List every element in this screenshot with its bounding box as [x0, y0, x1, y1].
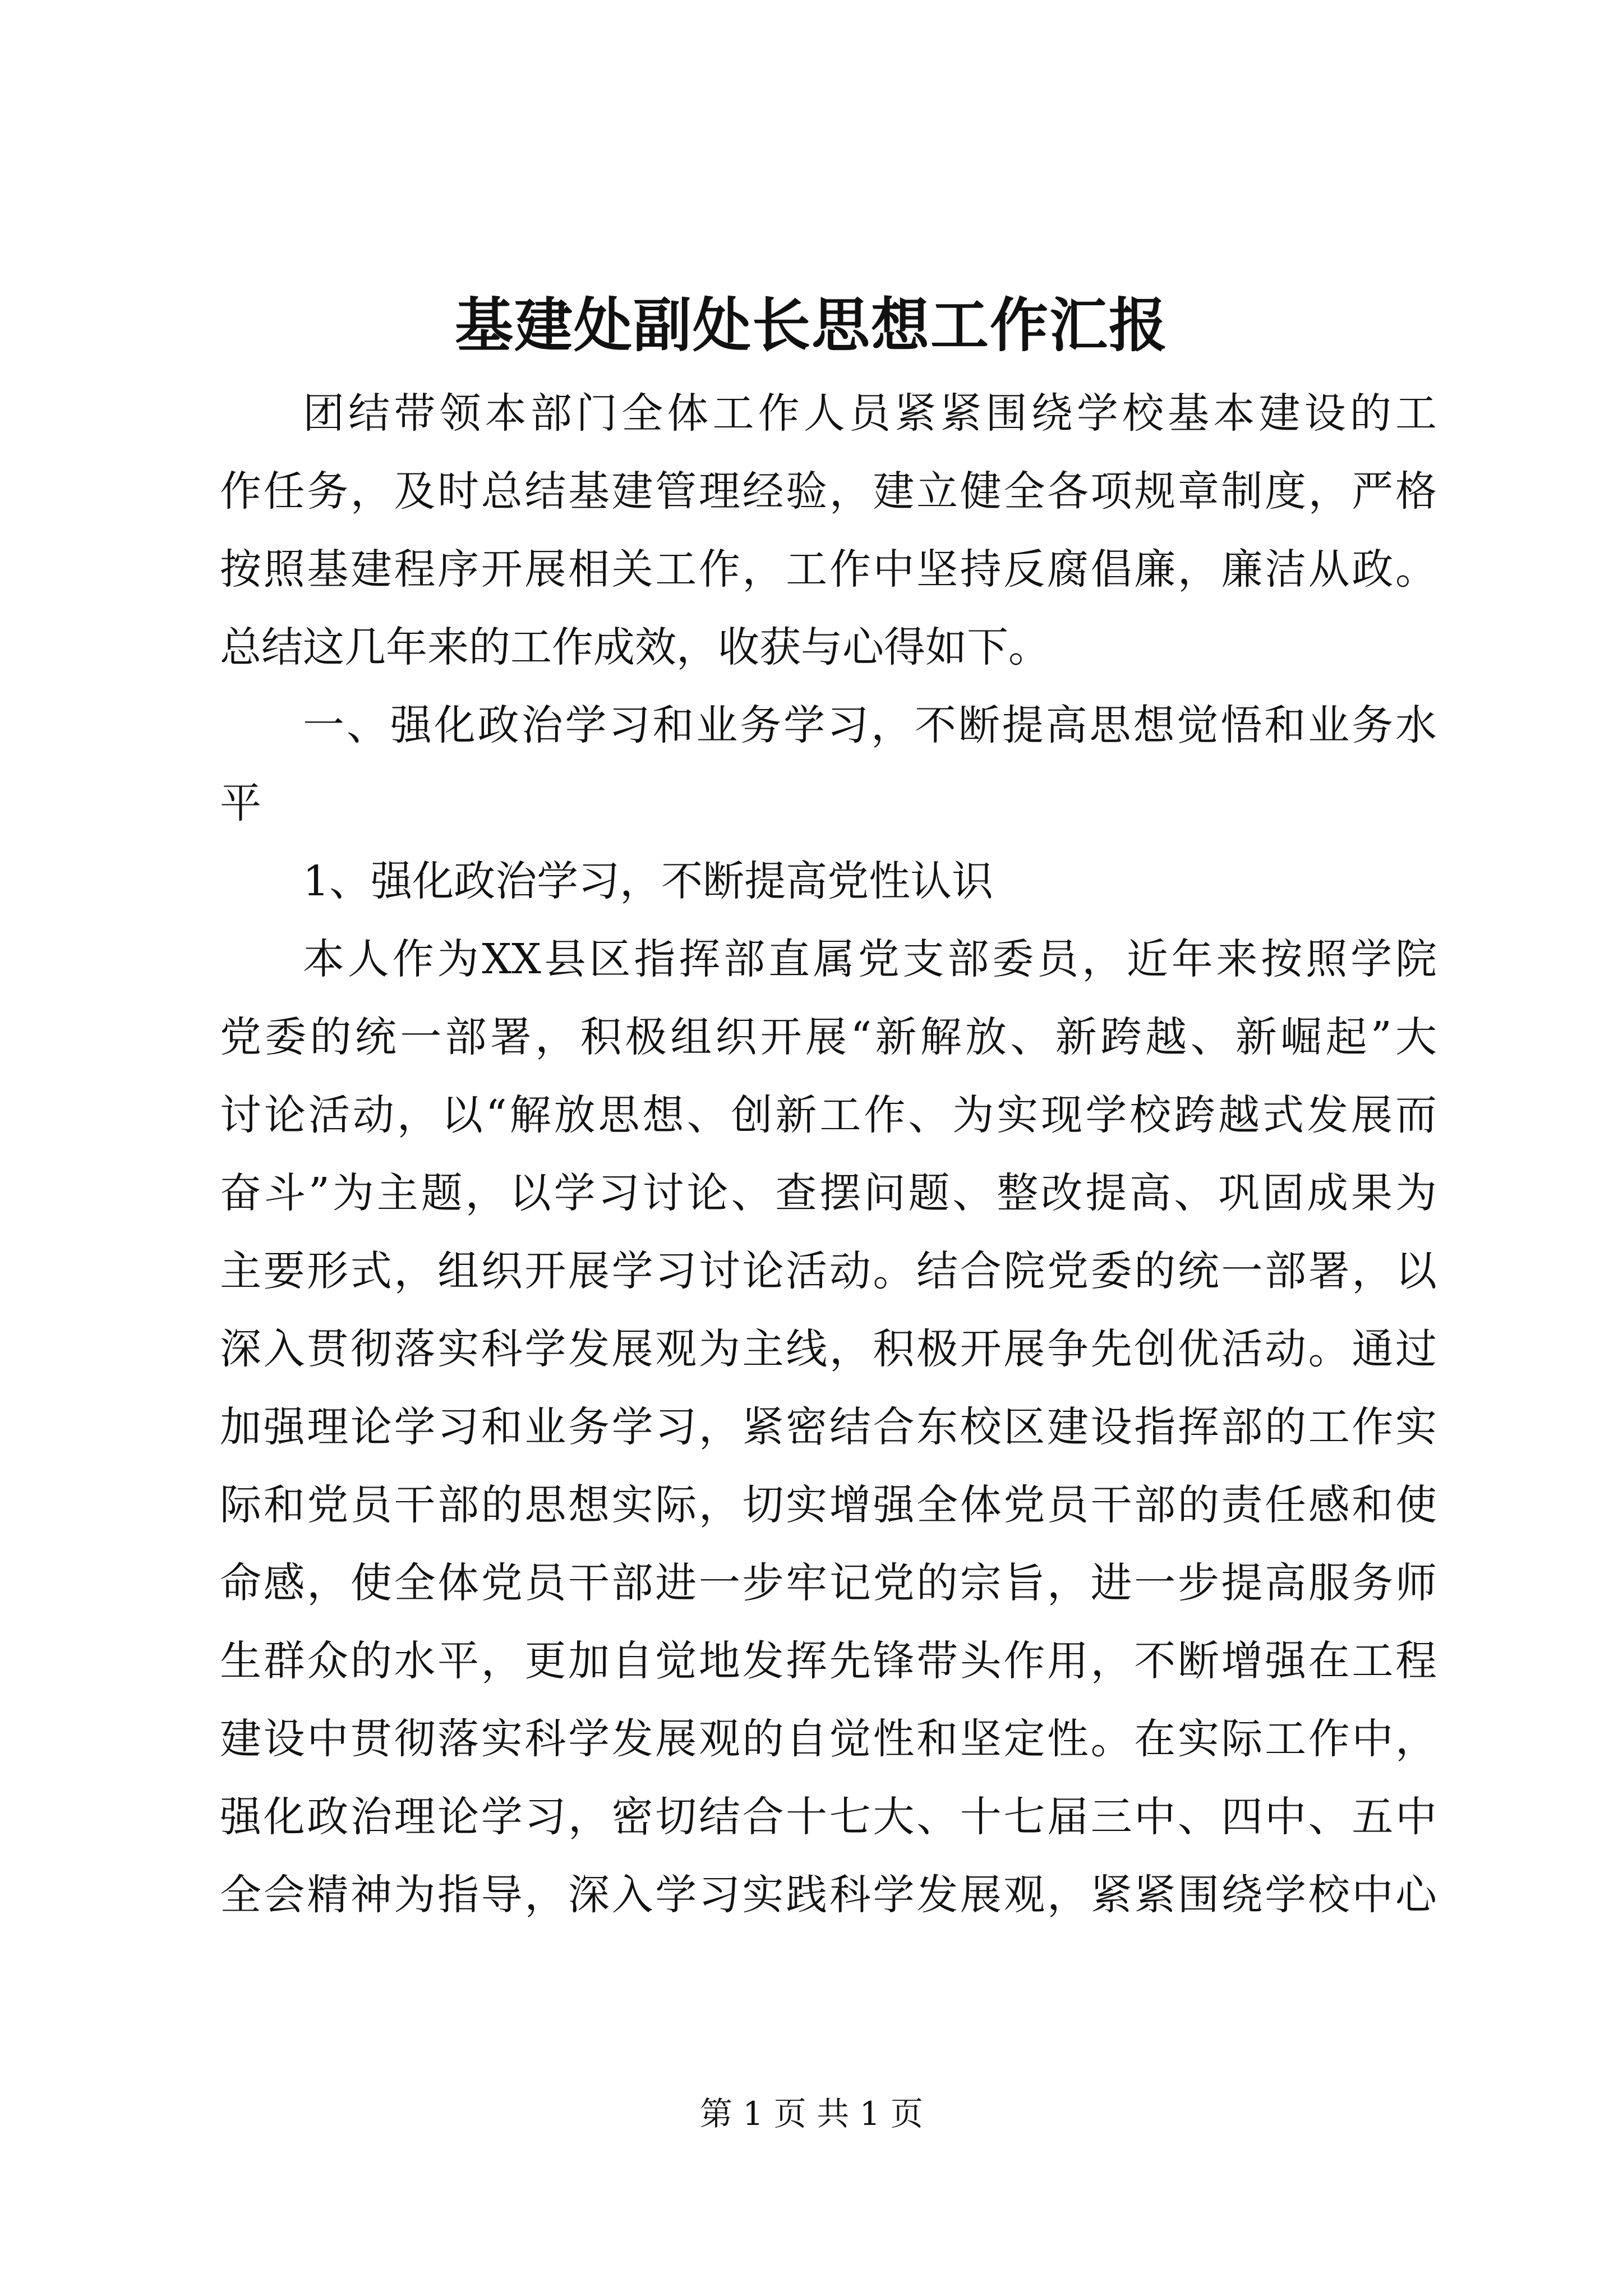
- paragraph-line: 讨论活动，以“解放思想、创新工作、为实现学校跨越式发展而: [220, 1091, 1437, 1139]
- paragraph-line: 生群众的水平，更加自觉地发挥先锋带头作用，不断增强在工程: [220, 1637, 1437, 1685]
- paragraph-line: 全会精神为指导，深入学习实践科学发展观，紧紧围绕学校中心: [220, 1871, 1437, 1919]
- paragraph-line: 党委的统一部署，积极组织开展“新解放、新跨越、新崛起”大: [220, 1013, 1437, 1061]
- paragraph-line: 建设中贯彻落实科学发展观的自觉性和坚定性。在实际工作中，: [220, 1715, 1437, 1763]
- paragraph-line: 深入贯彻落实科学发展观为主线，积极开展争先创优活动。通过: [220, 1325, 1437, 1373]
- subsection-heading: 1、强化政治学习，不断提高党性认识: [303, 857, 994, 905]
- paragraph-line: 作任务，及时总结基建管理经验，建立健全各项规章制度，严格: [220, 467, 1437, 516]
- section-heading-line: 一、强化政治学习和业务学习，不断提高思想觉悟和业务水: [303, 701, 1437, 749]
- paragraph-line: 本人作为XX县区指挥部直属党支部委员，近年来按照学院: [303, 935, 1437, 983]
- paragraph-line: 主要形式，组织开展学习讨论活动。结合院党委的统一部署，以: [220, 1247, 1437, 1295]
- paragraph-line: 加强理论学习和业务学习，紧密结合东校区建设指挥部的工作实: [220, 1403, 1437, 1451]
- paragraph-line: 总结这几年来的工作成效，收获与心得如下。: [220, 623, 1050, 671]
- page-number-footer: 第 1 页 共 1 页: [700, 2095, 923, 2133]
- document-body: [220, 375, 1437, 1934]
- paragraph-line: 按照基建程序开展相关工作，工作中坚持反腐倡廉，廉洁从政。: [220, 545, 1437, 593]
- section-heading-line: 平: [220, 779, 261, 827]
- paragraph-line: 团结带领本部门全体工作人员紧紧围绕学校基本建设的工: [303, 389, 1437, 438]
- paragraph-line: 强化政治理论学习，密切结合十七大、十七届三中、四中、五中: [220, 1793, 1437, 1841]
- document-title: 基建处副处长思想工作汇报: [454, 291, 1168, 360]
- paragraph-line: 奋斗”为主题，以学习讨论、查摆问题、整改提高、巩固成果为: [220, 1169, 1437, 1217]
- paragraph-line: 命感，使全体党员干部进一步牢记党的宗旨，进一步提高服务师: [220, 1559, 1437, 1607]
- paragraph-line: 际和党员干部的思想实际，切实增强全体党员干部的责任感和使: [220, 1481, 1437, 1529]
